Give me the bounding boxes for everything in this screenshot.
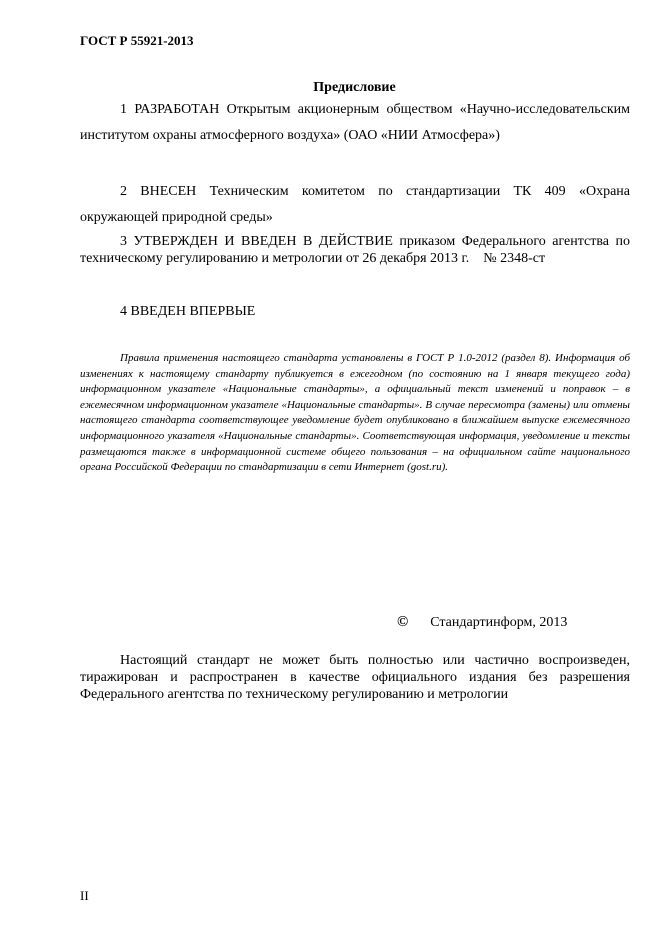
foreword-item-lead: 1 РАЗРАБОТАН [120,102,220,117]
foreword-item-text: приказом Федерального агентства по техническому регулированию и метрологии от 26 декабря 2013 г. № 2348-ст [80,234,634,266]
foreword-item-text: Открытым акционерным обществом «Научно-исследовательским институтом охраны атмосферного воздуха» (ОАО «НИИ Атмосфера») [80,102,630,143]
foreword-item-lead: 4 ВВЕДЕН ВПЕРВЫЕ [120,304,256,319]
foreword-item-first-introduced [80,299,630,325]
foreword-item-text: Техническим комитетом по стандартизации ТК 409 «Охрана окружающей природной среды» [80,184,630,225]
application-rules-notice: Правила применения настоящего стандарта установлены в ГОСТ Р 1.0-2012 (раздел 8). Информация об изменениях к настоящему стандарту публикуется в ежегодном (по состоянию на 1 января текущего года) информационном указателе «Национальные стандарты», а официальный текст изменений и поправок – в ежемесячном информационном указателе «Национальные стандарты». В случае пересмотра (замены) или отмены настоящего стандарта соответствующее уведомление будет опубликовано в ближайшем выпуске ежемесячного информационного указателя «Национальные стандарты». Соответствующая информация, уведомление и тексты размещаются также в информационной системе общего пользования – на официальном сайте национального органа Российской Федерации по стандартизации в сети Интернет (gost.ru). [80,352,630,474]
document-code-header: ГОСТ Р 55921-2013 [80,33,194,48]
foreword-item-approved [80,233,634,267]
copyright-icon: © [397,614,409,630]
reproduction-rights-statement: Настоящий стандарт не может быть полностью или частично воспроизведен, тиражирован и распространен в качестве официального издания без разрешения Федерального агентства по техническому регулированию и метрологии [80,653,630,702]
foreword-item-developed [80,97,630,149]
foreword-item-lead: 2 ВНЕСЕН [120,184,197,199]
section-title: Предисловие [313,80,396,95]
foreword-item-lead: 3 УТВЕРЖДЕН И ВВЕДЕН В ДЕЙСТВИЕ [120,234,393,249]
copyright-line [397,614,567,631]
foreword-item-introduced [80,179,630,231]
page-number: II [80,888,89,903]
copyright-holder: Стандартинформ, 2013 [430,615,568,630]
